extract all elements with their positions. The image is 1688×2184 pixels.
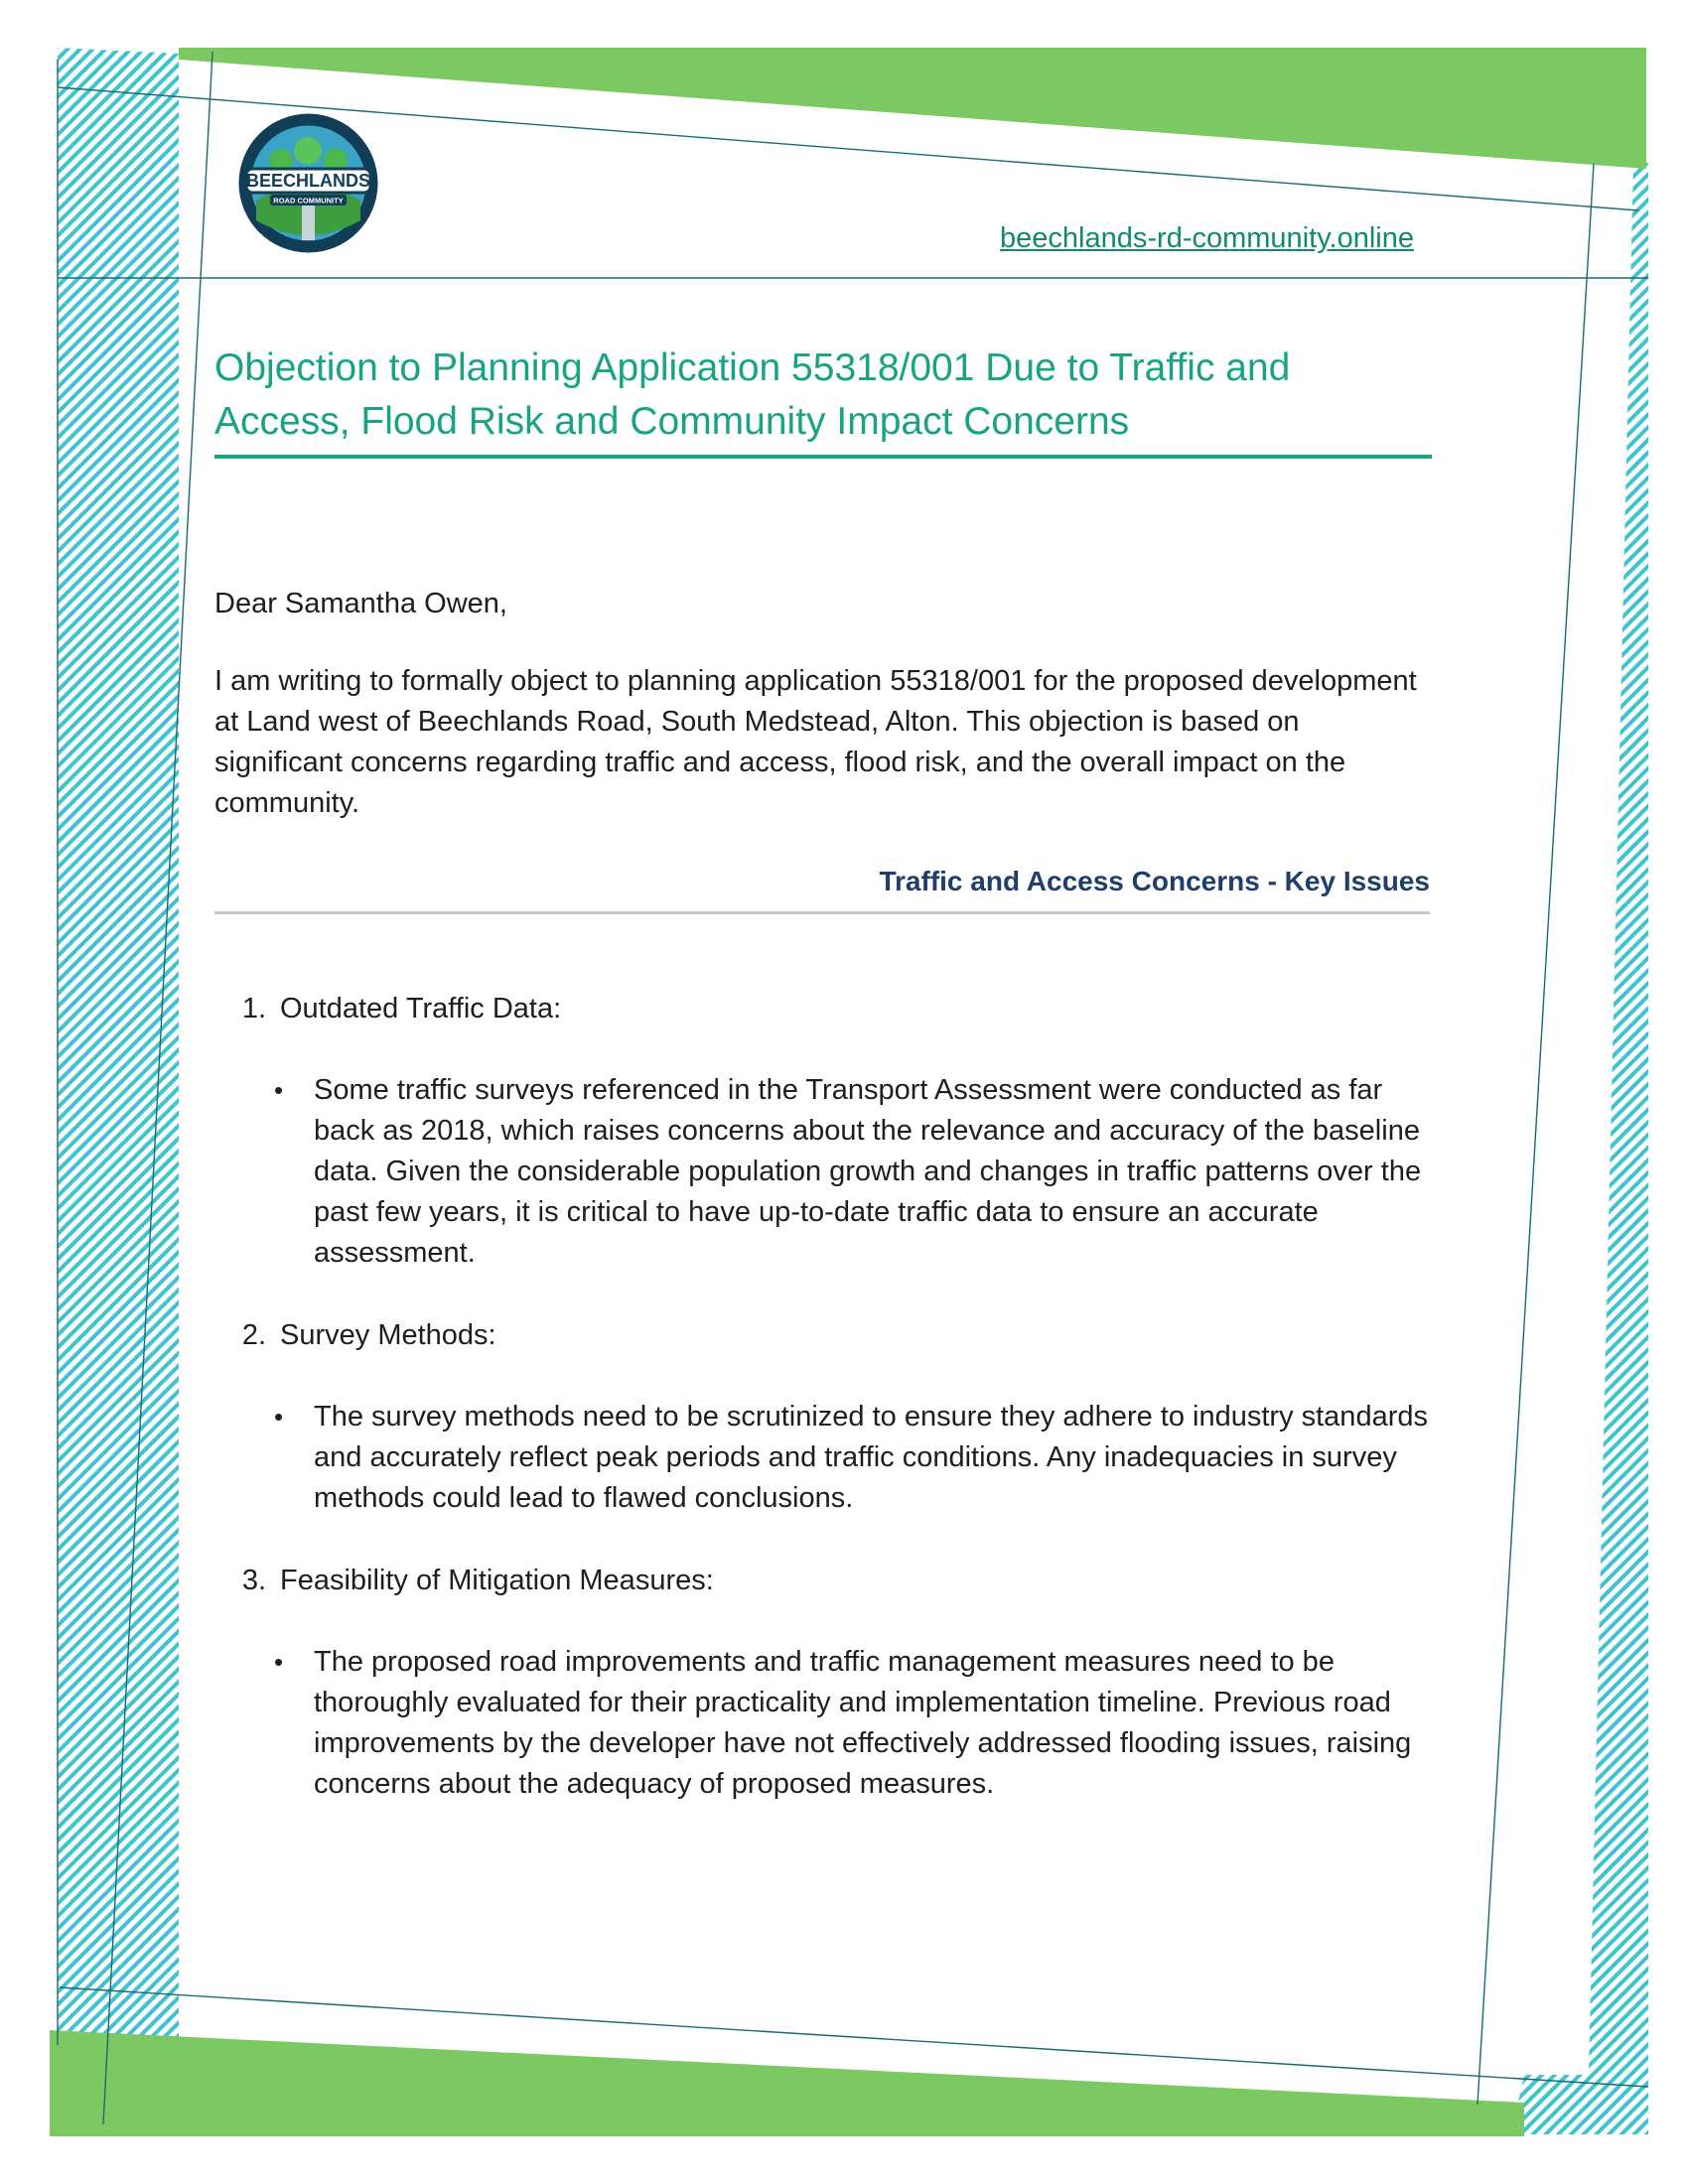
issue-title-text: Survey Methods:: [280, 1319, 496, 1351]
issue-number: 3.: [241, 1565, 266, 1596]
issue-bullet-text: The survey methods need to be scrutinized to ensure they adhere to industry standards and accurately reflect peak periods and traffic conditions. Any inadequacies in survey methods could lead to flawed conclusions.: [314, 1401, 1428, 1514]
right-hatched-strip: [1511, 163, 1648, 2134]
issue-bullet: [214, 1397, 1436, 1519]
issue-bullet-text: Some traffic surveys referenced in the Transport Assessment were conducted as far back as 2018, which raises concerns about the relevance and accuracy of the baseline data. Given the considerable population growth and changes in traffic patterns over the past few years, it is critical to have up-to-date traffic data to ensure an accurate assessment.: [314, 1074, 1422, 1269]
logo-subtext: ROAD COMMUNITY: [273, 196, 344, 205]
letter-greeting: Dear Samantha Owen,: [214, 588, 507, 619]
issue-title: [214, 1561, 1436, 1600]
logo-text: BEECHLANDS: [245, 171, 371, 191]
issues-list: [214, 989, 1436, 1846]
issue-number: 2.: [241, 1319, 266, 1351]
issue-bullet: [214, 1642, 1436, 1805]
issue-title-text: Feasibility of Mitigation Measures:: [280, 1565, 714, 1596]
bullet-icon: •: [274, 1647, 284, 1677]
top-green-band: [179, 48, 1646, 169]
issue-title: [214, 989, 1436, 1028]
issue-bullet-text: The proposed road improvements and traffic management measures need to be thoroughly evaluated for their practicality and implementation timeline. Previous road improvements by the developer have not effectively addressed flooding issues, raising concerns about the adequacy of proposed measures.: [314, 1646, 1412, 1800]
section-heading: Traffic and Access Concerns - Key Issues: [214, 862, 1430, 914]
document-title: Objection to Planning Application 55318/001 Due to Traffic and Access, Flood Risk and Community Impact Concerns: [214, 341, 1432, 459]
intro-paragraph: I am writing to formally object to planning application 55318/001 for the proposed development at Land west of Beechlands Road, South Medstead, Alton. This objection is based on significant concerns regarding traffic and access, flood risk, and the overall impact on the community.: [214, 665, 1417, 819]
bottom-green-band: [50, 2030, 1524, 2136]
issue-title: [214, 1315, 1436, 1355]
community-logo: [236, 111, 380, 255]
issue-number: 1.: [241, 993, 266, 1024]
left-hatched-strip: [58, 48, 179, 2037]
issue-title-text: Outdated Traffic Data:: [280, 993, 562, 1024]
bullet-icon: •: [274, 1402, 284, 1432]
website-link[interactable]: beechlands-rd-community.online: [1000, 222, 1414, 254]
issue-bullet: [214, 1070, 1436, 1274]
bullet-icon: •: [274, 1075, 284, 1105]
